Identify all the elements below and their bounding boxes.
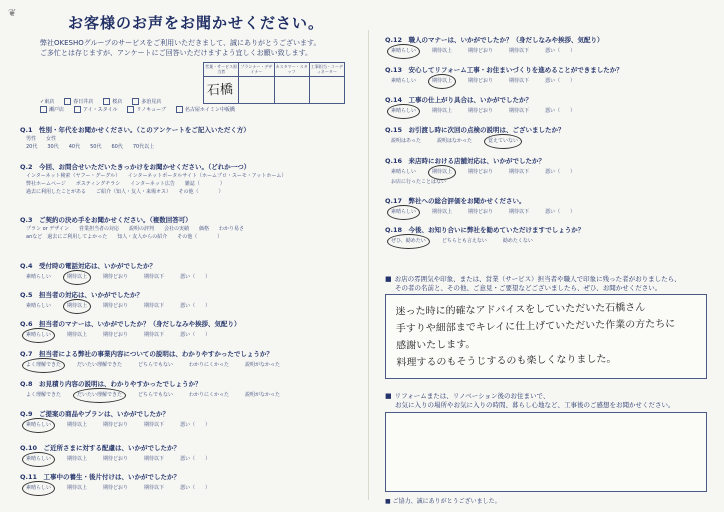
answer-option[interactable]: 期待以上	[67, 422, 88, 428]
answer-option[interactable]: 期待以下	[144, 422, 165, 428]
staff-label: 工事担当・コーディネーター	[310, 63, 344, 77]
checkbox-icon	[127, 106, 134, 113]
question-label: Q.15 お引渡し時に次回の点検の説明は、ございましたか？	[385, 126, 565, 134]
answer-option[interactable]: 期待以上	[67, 456, 88, 462]
question-label: Q.2 今回、お問合せいただいたきっかけをお聞かせください。（どれか一つ）	[20, 163, 251, 171]
answer-option[interactable]: お店に行ったことはない	[391, 179, 447, 185]
question-label: Q.16 来店時における店舗対応は、いかがでしたか？	[385, 157, 546, 165]
answer-options	[26, 331, 241, 340]
answer-option[interactable]: 期待以上	[432, 108, 453, 114]
question-options-line: インターネット検索（ヤフー・グーグル） インターネットポータルサイト（ホームプロ・スーモ・アットホーム）	[26, 173, 287, 179]
answer-option[interactable]: よく理解できた	[26, 392, 62, 398]
answer-option-selected[interactable]: 覚えていない	[487, 138, 518, 144]
question-label: Q.7 担当者による弊社の事業内容についての説明は、わかりやすかったでしょうか？	[20, 350, 273, 358]
question-label: Q.18 今後、お知り合いに弊社を勧めていただけますでしょうか？	[385, 226, 585, 234]
answer-option[interactable]: 悪い（ ）	[180, 485, 211, 491]
answer-option[interactable]: 期待どおり	[468, 169, 494, 175]
answer-option[interactable]: 期待以上	[432, 48, 453, 54]
question-label: Q.1 性別・年代をお聞かせください。（このアンケートをご記入いただく方）	[20, 126, 250, 134]
answer-options	[391, 47, 604, 56]
intro-line: ご多忙とは存じますが、アンケートにご回答いただけますよう宜しくお願い致します。	[40, 49, 313, 57]
answer-option[interactable]: 期待以下	[509, 48, 530, 54]
answer-options	[391, 107, 575, 116]
answer-option[interactable]: 期待以上	[67, 332, 88, 338]
question-block	[20, 262, 210, 282]
checkbox-icon	[103, 98, 110, 105]
answer-options	[26, 302, 210, 311]
answer-option[interactable]: 期待どおり	[103, 456, 129, 462]
answer-option[interactable]: だいたい理解できた	[77, 362, 123, 368]
answer-option[interactable]: 説明がなかった	[245, 362, 281, 368]
square-bullet-icon: ■	[385, 392, 392, 400]
handwritten-comment: 迷った時に的確なアドバイスをしていただいた石橋さん 手すりや細部までキレイに仕上げていただいた作業の方たちに 感謝いたします。 料理するのもそうじするのも楽しくなりました。	[395, 302, 676, 369]
store-option[interactable]: 多治見店	[132, 98, 161, 106]
question-label: Q.11 工事中の養生・後片付けは、いかがでしたか？	[20, 473, 181, 481]
question-block	[20, 291, 210, 311]
answer-option[interactable]: 悪い（ ）	[545, 108, 576, 114]
store-option[interactable]: ✓東店	[40, 99, 55, 105]
question-label: Q.4 受付時の電話対応は、いかがでしたか？	[20, 262, 157, 270]
square-bullet-icon: ■	[385, 498, 393, 505]
answer-options	[26, 391, 280, 400]
answer-option[interactable]: 期待どおり	[103, 485, 129, 491]
answer-option[interactable]: 説明はなかった	[436, 138, 472, 144]
staff-cell-planner	[239, 63, 274, 103]
answer-options	[391, 237, 584, 246]
answer-option[interactable]: 素晴らしい	[26, 303, 52, 309]
answer-option[interactable]: 期待以上	[432, 209, 453, 215]
answer-option[interactable]: 期待以上	[67, 485, 88, 491]
answer-option[interactable]: 期待どおり	[103, 303, 129, 309]
answer-option-selected[interactable]: だいたい理解できた	[77, 392, 123, 398]
answer-option[interactable]: 期待以下	[509, 108, 530, 114]
footer-thanks: ■ ご協力、誠にありがとうございました。	[385, 498, 501, 505]
comment1-box[interactable]	[385, 294, 707, 379]
comment2-box[interactable]	[385, 412, 707, 492]
answer-options	[26, 484, 210, 493]
staff-cell-sales	[204, 63, 239, 103]
answer-option[interactable]: 説明はあった	[391, 138, 421, 144]
question-block	[385, 36, 604, 56]
answer-option-selected[interactable]: 期待以上	[432, 78, 453, 84]
question-label: Q.5 担当者の対応は、いかがでしたか？	[20, 291, 144, 299]
answer-option[interactable]: 勧めたくない	[502, 238, 533, 244]
answer-option[interactable]: どちらでもない	[138, 362, 173, 368]
question-options-line: 弊社ホームページ ポスティングチラシ インターネット広告 雑誌（ ）	[26, 181, 225, 187]
staff-cell-construction	[310, 63, 344, 103]
answer-option[interactable]: どちらとも言えない	[441, 238, 487, 244]
answer-option-selected[interactable]: 期待以上	[432, 169, 453, 175]
checkbox-icon	[132, 98, 139, 105]
answer-option[interactable]: 期待以下	[144, 332, 165, 338]
question-label: Q.13 安心してリフォーム工事・お住まいづくりを進めることができましたか？	[385, 66, 623, 74]
question-options-line: 男性 女性	[26, 136, 57, 142]
answer-option-selected[interactable]: ぜひ、勧めたい	[391, 238, 426, 244]
question-label: Q.3 ご契約の決め手をお聞かせください。（複数回答可）	[20, 216, 192, 224]
question-block	[20, 216, 244, 241]
page-title: お客様のお声をお聞かせください。	[68, 14, 325, 32]
answer-options	[391, 168, 575, 177]
answer-option-selected[interactable]: 素晴らしい	[26, 456, 52, 462]
answer-option[interactable]: 説明がなかった	[245, 392, 281, 398]
answer-option[interactable]: 素晴らしい	[26, 274, 52, 280]
answer-option[interactable]: 期待どおり	[103, 422, 129, 428]
question-options-line: プラン or デザイン 営業担当者の対応 説明の評判 会社の実績 価格 わかり易さ	[26, 226, 244, 232]
store-option[interactable]: アイ・スタイル	[74, 106, 117, 114]
store-row	[40, 106, 235, 114]
answer-option[interactable]: 悪い（ ）	[180, 422, 211, 428]
store-option[interactable]: 名古屋ホイミン中板橋	[176, 106, 235, 114]
answer-option-selected[interactable]: 素晴らしい	[391, 108, 417, 114]
intro-text	[40, 38, 320, 58]
answer-option[interactable]: 期待どおり	[103, 274, 129, 280]
question-block	[20, 126, 250, 151]
question-block	[385, 66, 623, 86]
store-option[interactable]: 瀬戸店	[40, 106, 64, 114]
answer-option[interactable]: 期待どおり	[468, 48, 494, 54]
question-block	[385, 157, 575, 187]
answer-option-selected[interactable]: よく理解できた	[26, 362, 62, 368]
answer-options	[26, 421, 210, 430]
column-divider	[368, 30, 369, 500]
comment1-prompt: ■ お店の雰囲気や印象、または、営業（サービス）担当者や職人で印象に残った者がおりましたら、 その者の名前と、その他、ご意見・ご要望などございましたら、ぜひ、お聞かせください。	[385, 275, 681, 292]
answer-option[interactable]: 悪い（ ）	[545, 169, 576, 175]
question-label: Q.14 工事の仕上がり具合は、いかがでしたか？	[385, 96, 533, 104]
answer-option[interactable]: 期待以下	[509, 209, 530, 215]
answer-option[interactable]: 素晴らしい	[391, 78, 417, 84]
question-options-line: 20代 30代 40代 50代 60代 70代以上	[26, 144, 155, 150]
answer-option[interactable]: 期待以下	[144, 456, 165, 462]
question-block	[20, 473, 210, 493]
store-option[interactable]: 桜店	[103, 98, 122, 106]
staff-label: カスタマー・スタッフ	[275, 63, 309, 77]
answer-option[interactable]: 期待どおり	[468, 108, 494, 114]
answer-option[interactable]: 期待以下	[509, 169, 530, 175]
question-block	[20, 320, 241, 340]
answer-option[interactable]: どちらでもない	[138, 392, 173, 398]
answer-option[interactable]: 悪い（ ）	[180, 274, 211, 280]
question-label: Q.8 お見積り内容の説明は、わかりやすかったでしょうか？	[20, 380, 202, 388]
answer-options	[26, 455, 210, 464]
question-block	[20, 350, 280, 370]
answer-option[interactable]: 悪い（ ）	[545, 48, 576, 54]
answer-option[interactable]: 悪い（ ）	[545, 78, 576, 84]
store-option[interactable]: 春日井店	[64, 98, 93, 106]
checkbox-icon	[74, 106, 81, 113]
answer-option[interactable]: 悪い（ ）	[180, 456, 211, 462]
store-checklist	[40, 98, 235, 114]
answer-option-selected[interactable]: 期待以上	[67, 303, 88, 309]
answer-option-selected[interactable]: 素晴らしい	[26, 332, 52, 338]
answer-option[interactable]: 期待以下	[509, 78, 530, 84]
intro-line: 弊社OKESHOグループのサービスをご利用いただきまして、誠にありがとうございます。	[40, 39, 321, 47]
answer-options	[26, 273, 210, 282]
square-bullet-icon: ■	[385, 275, 392, 283]
answer-option[interactable]: 期待どおり	[103, 332, 129, 338]
answer-option[interactable]: 期待以下	[144, 303, 165, 309]
answer-option-selected[interactable]: 素晴らしい	[26, 485, 52, 491]
staff-name-handwritten: 石橋	[206, 82, 234, 99]
answer-option-selected[interactable]: 素晴らしい	[26, 422, 52, 428]
answer-option[interactable]: 期待以下	[144, 274, 165, 280]
answer-option[interactable]: 期待どおり	[468, 209, 494, 215]
question-options-line: 過去に利用したことがある ご紹介（知人・友人・来場オス） その他（ ）	[26, 189, 224, 195]
staff-label: プランナー・デザイナー	[239, 63, 273, 77]
decoration-icon: ❦	[8, 8, 17, 19]
answer-options	[391, 137, 565, 146]
answer-options	[391, 208, 575, 217]
answer-option-selected[interactable]: 素晴らしい	[391, 209, 417, 215]
answer-option[interactable]: 悪い（ ）	[180, 332, 211, 338]
question-block	[20, 410, 210, 430]
answer-option[interactable]: 悪い（ ）	[545, 209, 576, 215]
checkmark-icon: ✓	[40, 99, 45, 105]
store-option[interactable]: リノキューブ	[127, 106, 165, 114]
question-block	[385, 96, 575, 116]
checkbox-icon	[176, 106, 183, 113]
answer-options	[391, 77, 623, 86]
question-label: Q.9 ご提案の商品やプランは、いかがでしたか？	[20, 410, 170, 418]
question-block	[20, 380, 280, 400]
question-block	[20, 163, 286, 196]
question-label: Q.10 ご近所さまに対する配慮は、いかがでしたか？	[20, 444, 181, 452]
question-options-line: anなど 過去にご利用してよかった 知人・友人からの紹介 その他（ ）	[26, 234, 223, 240]
staff-cell-customer	[275, 63, 310, 103]
question-block	[385, 197, 575, 217]
store-row	[40, 98, 235, 106]
comment2-prompt: ■ リフォームまたは、リノベーション後のお住まいで、 お気に入りの場所やお気に入りの時間、暮らし心地など、工事後のご感想をお聞かせください。	[385, 392, 675, 409]
answer-option[interactable]: 期待どおり	[468, 78, 494, 84]
checkbox-icon	[40, 106, 47, 113]
question-block	[385, 126, 565, 146]
staff-label: 営業・サービス担当者	[204, 63, 238, 77]
answer-option[interactable]: 素晴らしい	[391, 169, 417, 175]
question-label: Q.17 弊社への総合評価をお聞かせください。	[385, 197, 526, 205]
checkbox-icon	[64, 98, 71, 105]
question-label: Q.12 職人のマナーは、いかがでしたか？（身だしなみや挨拶、気配り）	[385, 36, 604, 44]
answer-option-selected[interactable]: 素晴らしい	[391, 48, 417, 54]
answer-option[interactable]: わかりにくかった	[188, 362, 229, 368]
answer-options	[26, 361, 280, 370]
answer-option[interactable]: わかりにくかった	[188, 392, 229, 398]
question-block	[385, 226, 584, 246]
answer-option[interactable]: 期待以下	[144, 485, 165, 491]
answer-option-selected[interactable]: 期待以上	[67, 274, 88, 280]
answer-option[interactable]: 悪い（ ）	[180, 303, 211, 309]
question-label: Q.6 担当者のマナーは、いかがでしたか？（身だしなみや挨拶、気配り）	[20, 320, 241, 328]
question-block	[20, 444, 210, 464]
